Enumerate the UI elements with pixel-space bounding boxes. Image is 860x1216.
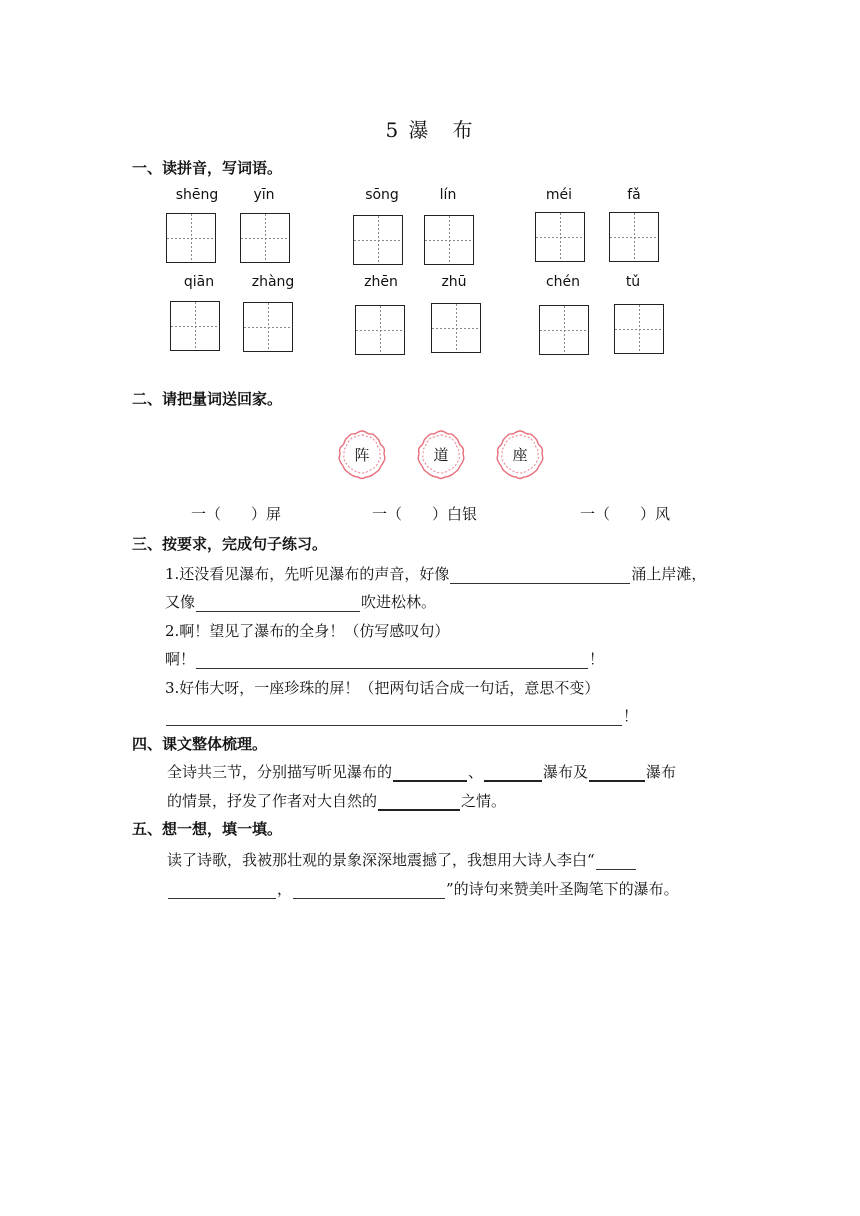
writing-box[interactable] bbox=[243, 302, 293, 352]
writing-box[interactable] bbox=[170, 301, 220, 351]
s4-text: 全诗共三节，分别描写听见瀑布的 bbox=[167, 763, 393, 781]
q1-text: 1.还没看见瀑布，先听见瀑布的声音，好像 bbox=[165, 565, 450, 583]
question-3-answer-line bbox=[165, 705, 638, 726]
pinyin: shēng bbox=[175, 187, 219, 203]
answer-blank[interactable] bbox=[589, 765, 645, 782]
section-5-line-1 bbox=[167, 849, 637, 870]
q2-prefix: 啊！ bbox=[165, 650, 196, 668]
question-1-line-2 bbox=[165, 591, 436, 612]
q1-text: 又像 bbox=[165, 593, 196, 611]
measure-word: 座 bbox=[512, 446, 528, 464]
writing-box[interactable] bbox=[539, 305, 589, 355]
writing-box[interactable] bbox=[614, 304, 664, 354]
answer-blank[interactable] bbox=[196, 653, 588, 669]
writing-box[interactable] bbox=[353, 215, 403, 265]
answer-blank[interactable] bbox=[450, 568, 630, 584]
question-2: 2.啊！望见了瀑布的全身！（仿写感叹句） bbox=[165, 622, 450, 640]
pinyin: yīn bbox=[253, 187, 275, 203]
measure-word-flower[interactable] bbox=[494, 429, 546, 481]
pinyin: sōng bbox=[365, 187, 399, 203]
answer-blank[interactable] bbox=[196, 596, 360, 612]
q1-text: 吹进松林。 bbox=[361, 593, 437, 611]
measure-word: 道 bbox=[433, 446, 449, 464]
answer-blank[interactable] bbox=[378, 794, 460, 811]
pinyin: méi bbox=[545, 187, 573, 203]
writing-box[interactable] bbox=[166, 213, 216, 263]
measure-word-flower[interactable] bbox=[336, 429, 388, 481]
pinyin: qiān bbox=[183, 274, 215, 290]
writing-box[interactable] bbox=[240, 213, 290, 263]
answer-blank[interactable] bbox=[393, 765, 467, 782]
pinyin: fǎ bbox=[627, 187, 641, 203]
question-2-answer-line bbox=[165, 648, 604, 669]
page-title: 5 瀑 布 bbox=[385, 118, 475, 142]
s4-text: 的情景，抒发了作者对大自然的 bbox=[167, 792, 378, 810]
s5-text: 读了诗歌，我被那壮观的景象深深地震撼了，我想用大诗人李白“ bbox=[167, 851, 595, 869]
writing-box[interactable] bbox=[355, 305, 405, 355]
section-5-heading: 五、想一想，填一填。 bbox=[132, 820, 283, 838]
writing-box[interactable] bbox=[424, 215, 474, 265]
s4-text: 瀑布及 bbox=[543, 763, 589, 781]
s4-text: 、 bbox=[468, 763, 484, 781]
answer-blank[interactable] bbox=[293, 883, 445, 899]
section-4-heading: 四、课文整体梳理。 bbox=[132, 735, 268, 753]
writing-box[interactable] bbox=[431, 303, 481, 353]
section-2-heading: 二、请把量词送回家。 bbox=[132, 390, 283, 408]
q3-suffix: ！ bbox=[623, 707, 639, 725]
s5-text: ”的诗句来赞美叶圣陶笔下的瀑布。 bbox=[446, 880, 679, 898]
s4-text: 之情。 bbox=[461, 792, 507, 810]
section-1-heading: 一、读拼音，写词语。 bbox=[132, 159, 283, 177]
answer-blank[interactable] bbox=[168, 883, 276, 899]
section-4-line-2 bbox=[167, 790, 506, 811]
s4-text: 瀑布 bbox=[646, 763, 677, 781]
s5-text: ， bbox=[277, 880, 293, 898]
fill-blank-phrase[interactable]: 一（ ）屏 bbox=[191, 505, 282, 523]
pinyin: tǔ bbox=[625, 274, 641, 290]
measure-word-flower[interactable] bbox=[415, 429, 467, 481]
section-3-heading: 三、按要求，完成句子练习。 bbox=[132, 535, 328, 553]
section-4-line-1 bbox=[167, 761, 676, 782]
writing-box[interactable] bbox=[609, 212, 659, 262]
section-5-line-2 bbox=[167, 878, 679, 899]
q1-text: 涌上岸滩， bbox=[631, 565, 707, 583]
answer-blank[interactable] bbox=[166, 710, 622, 726]
pinyin: zhū bbox=[441, 274, 467, 290]
question-3: 3.好伟大呀，一座珍珠的屏！（把两句话合成一句话，意思不变） bbox=[165, 679, 600, 697]
pinyin: lín bbox=[439, 187, 457, 203]
pinyin: zhàng bbox=[251, 274, 295, 290]
fill-blank-phrase[interactable]: 一（ ）风 bbox=[580, 505, 671, 523]
fill-blank-phrase[interactable]: 一（ ）白银 bbox=[372, 505, 478, 523]
question-1-line-1 bbox=[165, 563, 706, 584]
writing-box[interactable] bbox=[535, 212, 585, 262]
answer-blank[interactable] bbox=[596, 854, 636, 870]
pinyin: chén bbox=[545, 274, 581, 290]
measure-word: 阵 bbox=[354, 446, 370, 464]
pinyin: zhēn bbox=[364, 274, 398, 290]
answer-blank[interactable] bbox=[484, 765, 542, 782]
q2-suffix: ！ bbox=[589, 650, 605, 668]
